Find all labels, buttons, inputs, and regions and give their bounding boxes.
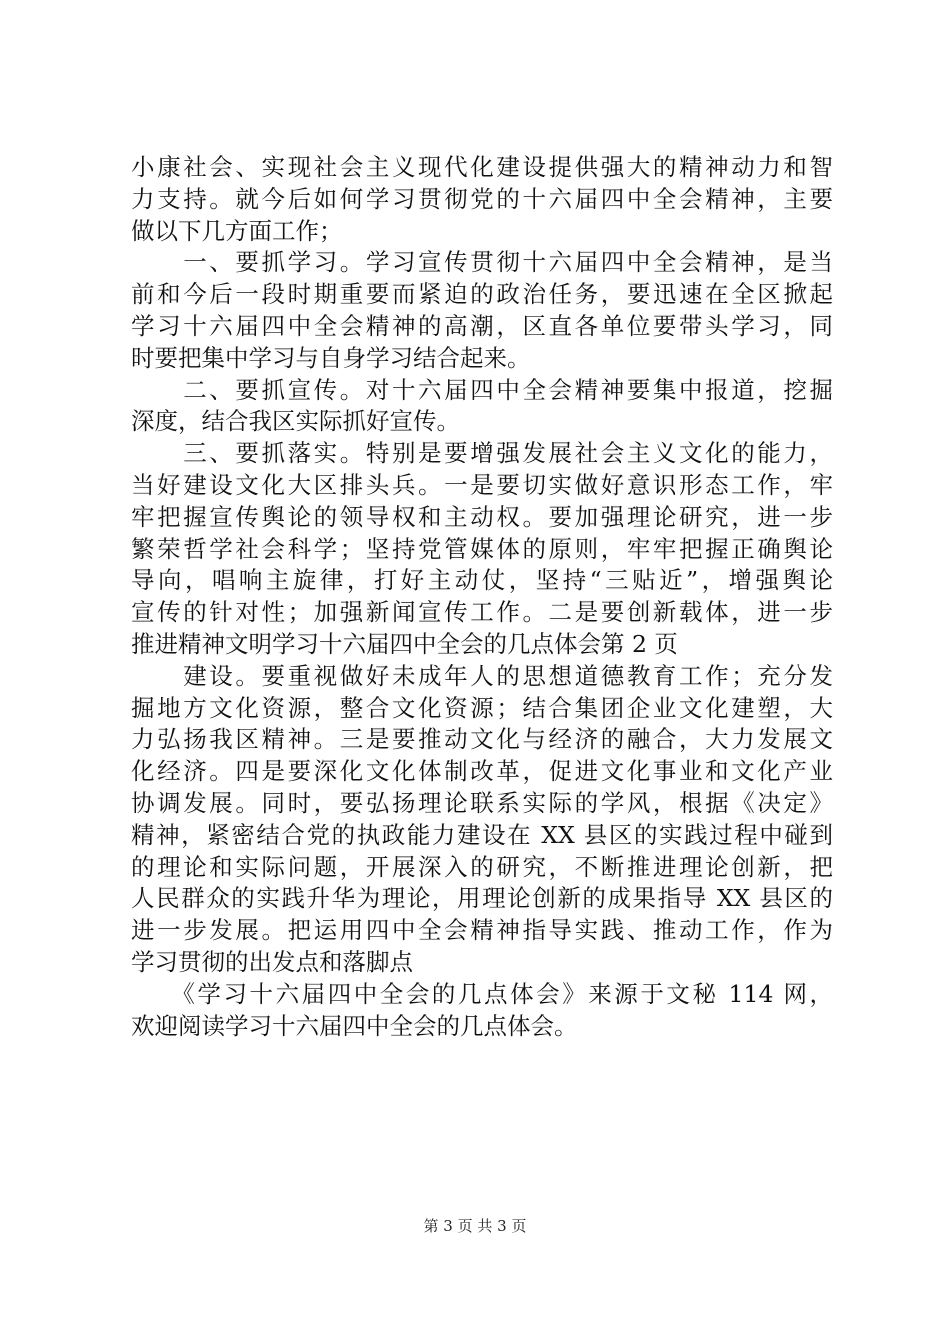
paragraph <box>131 152 833 247</box>
document-body <box>131 152 833 1042</box>
text-line: 建设。要重视做好未成年人的思想道德教育工作；充分发 <box>131 661 833 690</box>
paragraph <box>131 661 833 979</box>
text-line: 《学习十六届四中全会的几点体会》来源于文秘 114 网， <box>131 979 833 1008</box>
text-line: 做以下几方面工作； <box>131 216 343 245</box>
text-line: 力弘扬我区精神。三是要推动文化与经济的融合，大力发展文 <box>131 725 833 754</box>
text-line: 的理论和实际问题，开展深入的研究，不断推进理论创新，把 <box>131 852 833 881</box>
text-line: 一、要抓学习。学习宣传贯彻十六届四中全会精神，是当 <box>131 248 833 277</box>
text-line: 推进精神文明学习十六届四中全会的几点体会第 2 页 <box>131 629 678 658</box>
text-line: 宣传的针对性；加强新闻宣传工作。二是要创新载体，进一步 <box>131 598 833 627</box>
paragraph <box>131 247 833 374</box>
text-line: 时要把集中学习与自身学习结合起来。 <box>131 343 531 372</box>
text-line: 前和今后一段时期重要而紧迫的政治任务，要迅速在全区掀起 <box>131 280 833 309</box>
text-line: 深度，结合我区实际抓好宣传。 <box>131 407 460 436</box>
paragraph <box>131 979 833 1043</box>
text-line: 导向，唱响主旋律，打好主动仗，坚持“三贴近”，增强舆论 <box>131 566 833 595</box>
text-line: 小康社会、实现社会主义现代化建设提供强大的精神动力和智 <box>131 153 833 181</box>
text-line: 学习贯彻的出发点和落脚点 <box>131 947 413 976</box>
text-line: 精神，紧密结合党的执政能力建设在 XX 县区的实践过程中碰到 <box>131 820 833 849</box>
page-footer: 第 3 页 共 3 页 <box>423 1217 527 1235</box>
text-line: 牢把握宣传舆论的领导权和主动权。要加强理论研究，进一步 <box>131 502 833 531</box>
paragraph <box>131 375 833 439</box>
text-line: 学习十六届四中全会精神的高潮，区直各单位要带头学习，同 <box>131 311 833 340</box>
text-line: 进一步发展。把运用四中全会精神指导实践、推动工作，作为 <box>131 916 833 945</box>
text-line: 人民群众的实践升华为理论，用理论创新的成果指导 XX 县区的 <box>131 884 833 913</box>
text-line: 欢迎阅读学习十六届四中全会的几点体会。 <box>131 1011 578 1040</box>
text-line: 协调发展。同时，要弘扬理论联系实际的学风，根据《决定》 <box>131 788 833 817</box>
text-line: 二、要抓宣传。对十六届四中全会精神要集中报道，挖掘 <box>131 375 833 404</box>
text-line: 三、要抓落实。特别是要增强发展社会主义文化的能力， <box>131 439 833 468</box>
text-line: 掘地方文化资源，整合文化资源；结合集团企业文化建塑，大 <box>131 693 833 722</box>
text-line: 当好建设文化大区排头兵。一是要切实做好意识形态工作，牢 <box>131 470 833 499</box>
text-line: 繁荣哲学社会科学；坚持党管媒体的原则，牢牢把握正确舆论 <box>131 534 833 563</box>
text-line: 力支持。就今后如何学习贯彻党的十六届四中全会精神，主要 <box>131 184 833 213</box>
paragraph <box>131 438 833 661</box>
text-line: 化经济。四是要深化文化体制改革，促进文化事业和文化产业 <box>131 757 833 786</box>
